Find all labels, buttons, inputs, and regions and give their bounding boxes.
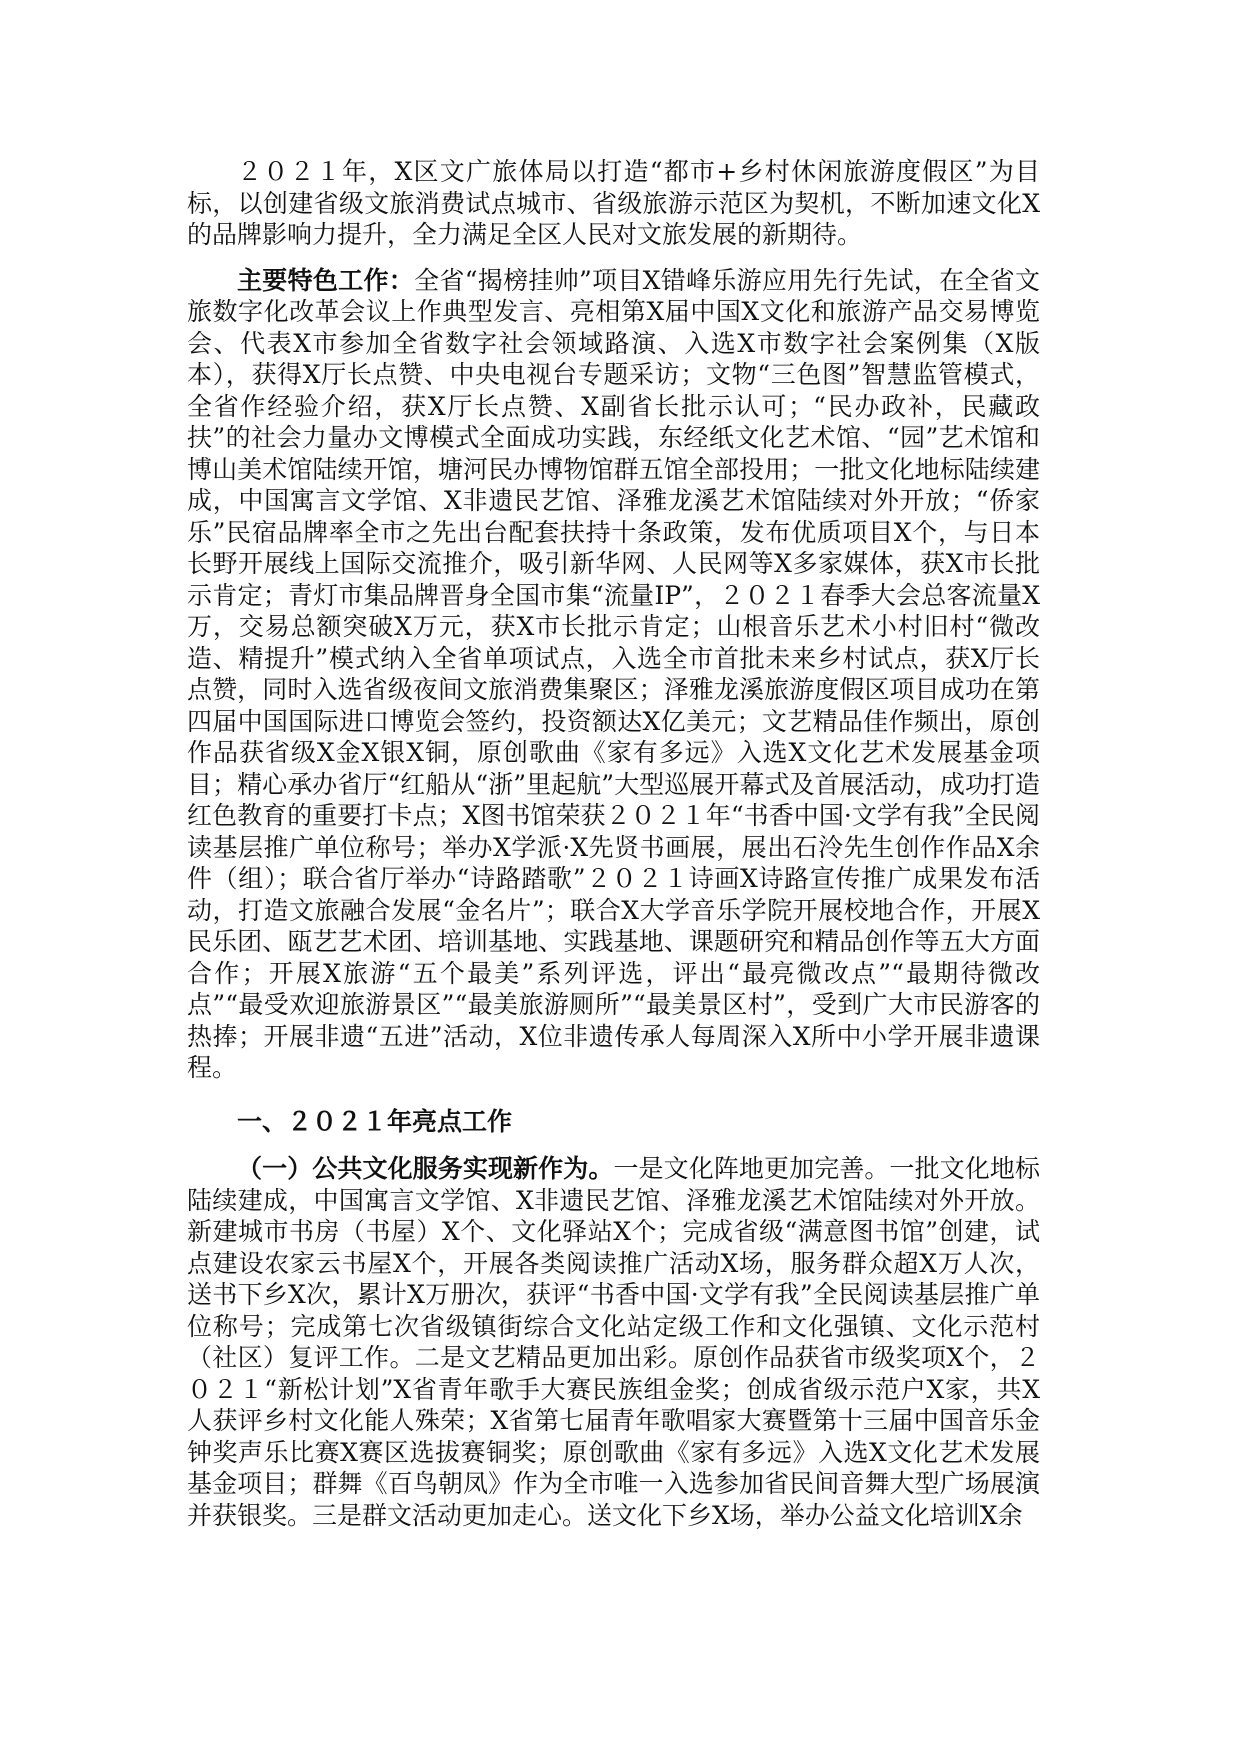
intro-paragraph: ２０２１年，X区文广旅体局以打造“都市+乡村休闲旅游度假区”为目标，以创建省级文旅消费试点城市、省级旅游示范区为契机，不断加速文化X的品牌影响力提升，全力满足全区人民对文旅发展的新期待。 — [187, 157, 1040, 249]
key-features-lead: 主要特色工作： — [237, 265, 415, 295]
key-features-body: 全省“揭榜挂帅”项目X错峰乐游应用先行先试，在全省文旅数字化改革会议上作典型发言、亮相第X届中国X文化和旅游产品交易博览会、代表X市参加全省数字社会领域路演、入选X市数字社会案例集（X版本），获得X厅长点赞、中央电视台专题采访；文物“三色图”智慧监管模式，全省作经验介绍，获X厅长点赞、X副省长批示认可；“民办政补，民藏政扶”的社会力量办文博模式全面成功实践，东经纸文化艺术馆、“园”艺术馆和博山美术馆陆续开馆，塘河民办博物馆群五馆全部投用；一批文化地标陆续建成，中国寓言文学馆、X非遗民艺馆、泽雅龙溪艺术馆陆续对外开放；“侨家乐”民宿品牌率全市之先出台配套扶持十条政策，发布优质项目X个，与日本长野开展线上国际交流推介，吸引新华网、人民网等X多家媒体，获X市长批示肯定；青灯市集品牌晋身全国市集“流量IP”，２０２１春季大会总客流量X万，交易总额突破X万元，获X市长批示肯定；山根音乐艺术小村旧村“微改造、精提升”模式纳入全省单项试点，入选全市首批未来乡村试点，获X厅长点赞，同时入选省级夜间文旅消费集聚区；泽雅龙溪旅游度假区项目成功在第四届中国国际进口博览会签约，投资额达X亿美元；文艺精品佳作频出，原创作品获省级X金X银X铜，原创歌曲《家有多远》入选X文化艺术发展基金项目；精心承办省厅“红船从“浙”里起航”大型巡展开幕式及首展活动，成功打造红色教育的重要打卡点；X图书馆荣获２０２１年“书香中国·文学有我”全民阅读基层推广单位称号；举办X学派·X先贤书画展，展出石泠先生创作作品X余件（组）；联合省厅举办“诗路踏歌”２０２１诗画X诗路宣传推广成果发布活动，打造文旅融合发展“金名片”；联合X大学音乐学院开展校地合作，开展X民乐团、瓯艺艺术团、培训基地、实践基地、课题研究和精品创作等五大方面合作；开展X旅游“五个最美”系列评选，评出“最亮微改点”“最期待微改点”“最受欢迎旅游景区”“最美旅游厕所”“最美景区村”，受到广大市民游客的热捧；开展非遗“五进”活动，X位非遗传承人每周深入X所中小学开展非遗课程。 — [187, 265, 1040, 1082]
public-culture-lead: （一）公共文化服务实现新作为。 — [237, 1154, 614, 1183]
public-culture-body: 一是文化阵地更加完善。一批文化地标陆续建成，中国寓言文学馆、X非遗民艺馆、泽雅龙溪艺术馆陆续对外开放。新建城市书房（书屋）X个、文化驿站X个；完成省级“满意图书馆”创建，试点建设农家云书屋X个，开展各类阅读推广活动X场，服务群众超X万人次，送书下乡X次，累计X万册次，获评“书香中国·文学有我”全民阅读基层推广单位称号；完成第七次省级镇街综合文化站定级工作和文化强镇、文化示范村（社区）复评工作。二是文艺精品更加出彩。原创作品获省市级奖项X个，２０２１“新松计划”X省青年歌手大赛民族组金奖；创成省级示范户X家，共X人获评乡村文化能人殊荣；X省第七届青年歌唱家大赛暨第十三届中国音乐金钟奖声乐比赛X赛区选拔赛铜奖；原创歌曲《家有多远》入选X文化艺术发展基金项目；群舞《百鸟朝凤》作为全市唯一入选参加省民间音舞大型广场展演并获银奖。三是群文活动更加走心。送文化下乡X场，举办公益文化培训X余 — [187, 1154, 1040, 1530]
public-culture-paragraph — [187, 1153, 1040, 1531]
section-heading-highlights: 一、２０２１年亮点工作 — [237, 1106, 513, 1136]
key-features-paragraph — [187, 265, 1040, 1084]
